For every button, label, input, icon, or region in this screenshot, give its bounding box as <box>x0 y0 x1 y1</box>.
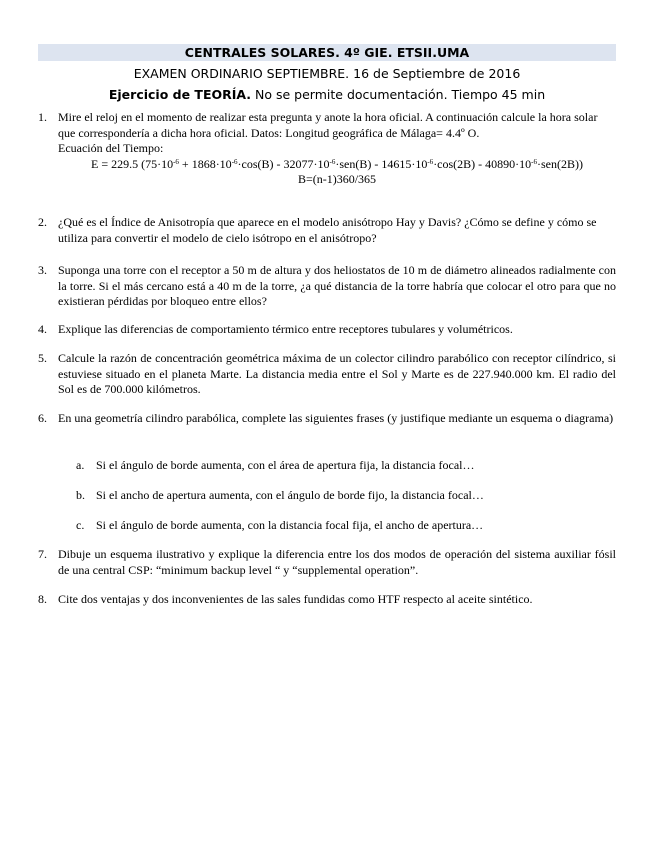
question-5 <box>38 351 616 398</box>
item-letter: b. <box>76 488 85 502</box>
question-6-item-b <box>76 488 616 504</box>
eq-exp: -6 <box>173 157 179 166</box>
question-1 <box>38 110 616 188</box>
eq-exp: -6 <box>531 157 538 166</box>
item-letter: c. <box>76 518 85 532</box>
eq-part: ·sen(B) - 14615·10 <box>335 156 428 171</box>
question-2 <box>38 215 616 246</box>
question-number: 8. <box>38 592 47 606</box>
question-6 <box>38 411 616 427</box>
eq-part: ·cos(2B) - 40890·10 <box>433 156 532 171</box>
question-6-item-c <box>76 518 616 534</box>
question-text: En una geometría cilindro parabólica, complete las siguientes frases (y justifique mediante un esquema o diagrama) <box>58 411 614 425</box>
item-text: Si el ángulo de borde aumenta, con el área de apertura fija, la distancia focal… <box>96 458 475 472</box>
question-number: 2. <box>38 215 47 229</box>
question-number: 6. <box>38 411 47 425</box>
equation-of-time <box>58 157 616 173</box>
exercise-header <box>38 87 616 103</box>
question-text: Mire el reloj en el momento de realizar esta pregunta y anote la hora oficial. A continuación calcule la hora solar que correspondería a dicha hora oficial. Datos: Longitud geográfica de Málaga= 4.4º O. <box>58 110 598 140</box>
question-8 <box>38 592 616 608</box>
eq-part: ·sen(2B)) <box>537 156 583 171</box>
eq-part: E = 229.5 (75·10 <box>90 156 174 171</box>
question-4 <box>38 322 616 338</box>
question-text: Dibuje un esquema ilustrativo y explique la diferencia entre los dos modos de operación del sistema auxiliar fósil de una central CSP: “minimum backup level “ y “supplemental operation”. <box>58 547 616 577</box>
question-text: Cite dos ventajas y dos inconvenientes de las sales fundidas como HTF respecto al aceite sintético. <box>58 592 533 606</box>
eq-part: + 1868·10 <box>178 156 232 171</box>
question-6-item-a <box>76 458 616 474</box>
question-text: ¿Qué es el Índice de Anisotropía que aparece en el modelo anisótropo Hay y Davis? ¿Cómo se define y cómo se utiliza para convertir el modelo de cielo isótropo en el anisótropo? <box>58 215 597 245</box>
exam-title: CENTRALES SOLARES. 4º GIE. ETSII.UMA <box>38 44 616 61</box>
question-number: 4. <box>38 322 47 336</box>
item-letter: a. <box>76 458 85 472</box>
eq-part: ·cos(B) - 32077·10 <box>237 156 330 171</box>
item-text: Si el ángulo de borde aumenta, con la distancia focal fija, el ancho de apertura… <box>96 518 484 532</box>
eq-exp: -6 <box>427 157 434 166</box>
equation-b: B=(n-1)360/365 <box>297 172 377 186</box>
exam-subtitle: EXAMEN ORDINARIO SEPTIEMBRE. 16 de Septiembre de 2016 <box>133 66 521 81</box>
exercise-note: No se permite documentación. Tiempo 45 min <box>251 87 546 102</box>
question-number: 3. <box>38 263 47 277</box>
question-number: 7. <box>38 547 47 561</box>
question-text: Calcule la razón de concentración geométrica máxima de un colector cilindro parabólico con receptor cilíndrico, si estuviese situado en el planeta Marte. La distancia media entre el Sol y Marte es de 227.940.000 km. El radio del Sol es de 700.000 kilómetros. <box>58 351 616 396</box>
eq-exp: -6 <box>231 157 238 166</box>
question-number: 5. <box>38 351 47 365</box>
question-text: Explique las diferencias de comportamiento térmico entre receptores tubulares y volumétricos. <box>58 322 513 336</box>
question-text: Suponga una torre con el receptor a 50 m de altura y dos heliostatos de 10 m de diámetro alineados radialmente con la torre. Si el más cercano está a 40 m de la torre, ¿a qué distancia de la torre habría que colocar el otro para que no existieran pérdidas por bloqueo entre ellos? <box>58 263 616 308</box>
equation-label: Ecuación del Tiempo: <box>58 141 164 155</box>
question-3 <box>38 263 616 310</box>
item-text: Si el ancho de apertura aumenta, con el ángulo de borde fijo, la distancia focal… <box>96 488 484 502</box>
exercise-label: Ejercicio de TEORÍA. <box>108 87 252 102</box>
question-number: 1. <box>38 110 47 124</box>
eq-exp: -6 <box>329 157 336 166</box>
question-7 <box>38 547 616 578</box>
